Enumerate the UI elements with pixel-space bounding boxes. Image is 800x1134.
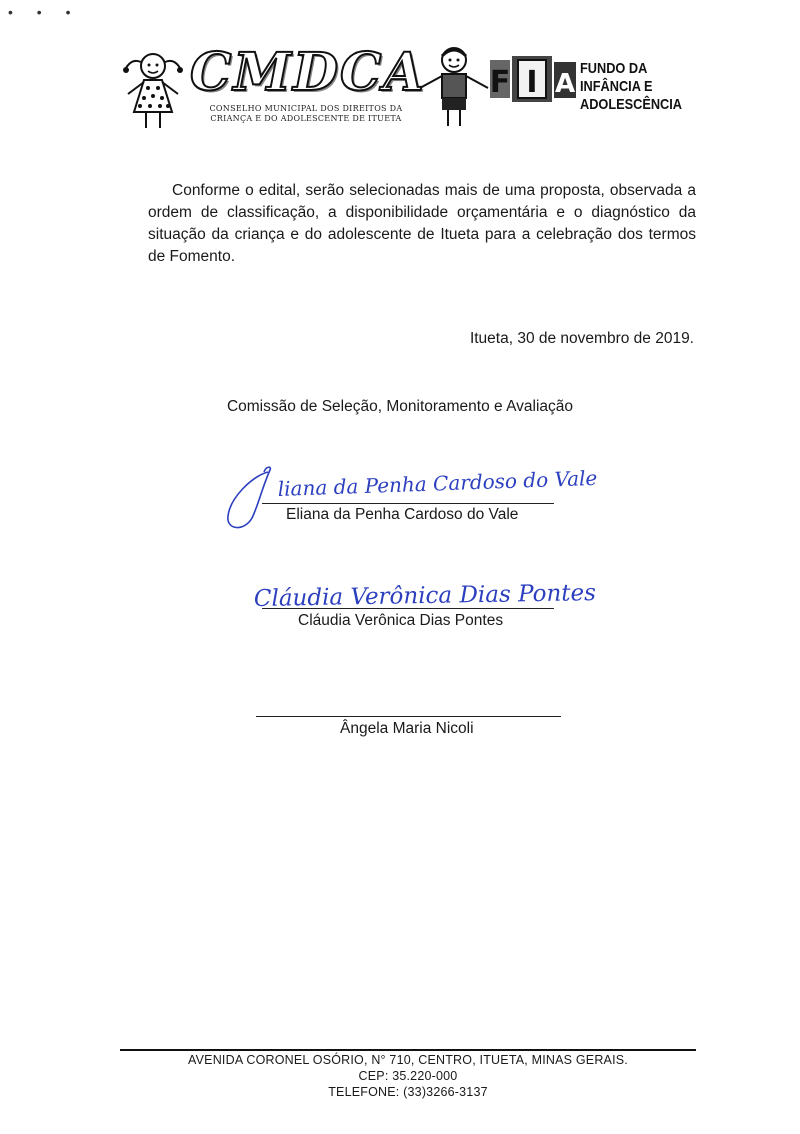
- signer-name-1: Eliana da Penha Cardoso do Vale: [286, 506, 519, 523]
- fia-name-line1: FUNDO DA: [580, 60, 648, 77]
- girl-figure-icon: [118, 48, 188, 132]
- date-line: Itueta, 30 de novembro de 2019.: [469, 330, 694, 347]
- boy-figure-icon: [418, 44, 490, 130]
- svg-text:F: F: [490, 65, 511, 100]
- committee-title: Comissão de Seleção, Monitoramento e Avaliação: [226, 398, 574, 415]
- signature-line-3: [256, 716, 561, 717]
- scan-marks: • • •: [8, 4, 81, 20]
- footer-cep: CEP: 35.220-000: [358, 1069, 458, 1083]
- letterhead: [118, 42, 698, 132]
- cmdca-subtitle-line1: CONSELHO MUNICIPAL DOS DIREITOS DA: [209, 104, 403, 113]
- svg-text:liana da Penha Cardoso do Vale: liana da Penha Cardoso do Vale: [277, 465, 598, 501]
- cmdca-title: CMDCA: [190, 42, 426, 103]
- signature-line-2: [262, 608, 554, 609]
- footer-rule: [120, 1049, 696, 1051]
- cmdca-subtitle-line2: CRIANÇA E DO ADOLESCENTE DE ITUETA: [210, 114, 402, 123]
- signer-name-2: Cláudia Verônica Dias Pontes: [298, 612, 504, 629]
- footer: [120, 1052, 696, 1100]
- fia-logo-icon: [490, 56, 576, 102]
- svg-text:I: I: [526, 65, 538, 100]
- fia-name-line2: INFÂNCIA E: [580, 78, 653, 95]
- signature-line-1: [262, 503, 554, 504]
- footer-phone: TELEFONE: (33)3266-3137: [328, 1085, 488, 1099]
- fia-name-line3: ADOLESCÊNCIA: [580, 96, 683, 113]
- footer-address: AVENIDA CORONEL OSÓRIO, N° 710, CENTRO, ITUETA, MINAS GERAIS.: [188, 1053, 628, 1067]
- body-paragraph: Conforme o edital, serão selecionadas mais de uma proposta, observada a ordem de classificação, a disponibilidade orçamentária e o diagnóstico da situação da criança e do adolescente de Itueta para a celebração dos termos de Fomento.: [148, 182, 696, 265]
- svg-text:Cláudia Verônica Dias Pontes: Cláudia Verônica Dias Pontes: [253, 580, 597, 612]
- fia-name: [580, 60, 682, 114]
- signer-name-3: Ângela Maria Nicoli: [340, 720, 474, 737]
- svg-text:A: A: [554, 69, 576, 99]
